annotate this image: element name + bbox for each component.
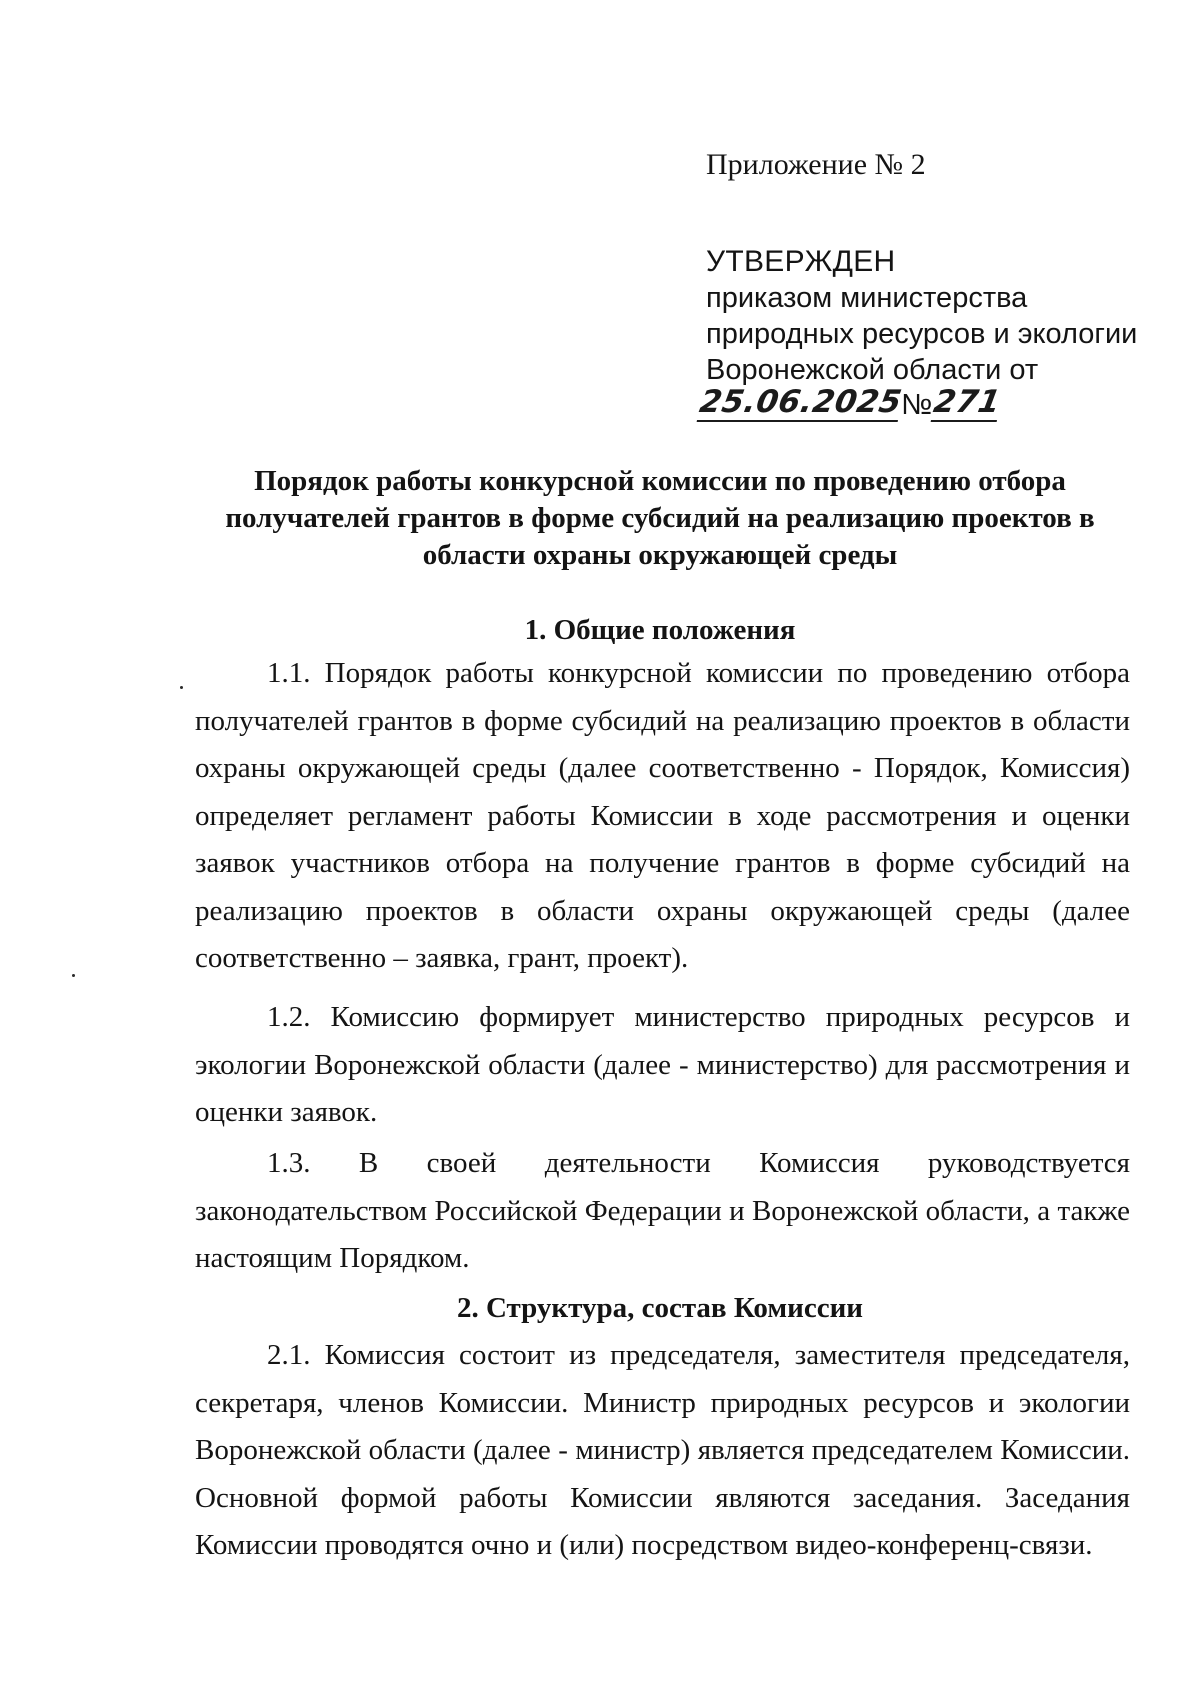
approval-heading: УТВЕРЖДЕН <box>706 245 896 278</box>
handwritten-number: 271 <box>931 384 1004 420</box>
scan-speck <box>72 974 75 977</box>
paragraph-1-3: 1.3. В своей деятельности Комиссия руководствуется законодательством Российской Федерации и Воронежской области, а также настоящим Порядком. <box>195 1147 1130 1274</box>
handwritten-date-number <box>697 382 1004 422</box>
paragraph-2-1: 2.1. Комиссия состоит из председателя, заместителя председателя, секретаря, членов Комиссии. Министр природных ресурсов и экологии Воронежской области (далее - министр) является председателем Комиссии. Основной формой работы Комиссии являются заседания. Заседания Комиссии проводятся очно и (или) посредством видео-конференц-связи. <box>195 1339 1130 1561</box>
number-label: № <box>901 389 933 421</box>
approval-line-2: природных ресурсов и экологии <box>706 318 1138 350</box>
paragraph-1-1: 1.1. Порядок работы конкурсной комиссии по проведению отбора получателей грантов в форме субсидий на реализацию проектов в области охраны окружающей среды (далее соответственно - Порядок, Комиссия) определяет регламент работы Комиссии в ходе рассмотрения и оценки заявок участников отбора на получение грантов в форме субсидий на реализацию проектов в области охраны окружающей среды (далее соответственно – заявка, грант, проект). <box>195 657 1130 974</box>
section-heading-general: 1. Общие положения <box>524 614 796 646</box>
appendix-label: Приложение № 2 <box>706 148 926 181</box>
approval-line-3: Воронежской области от <box>706 354 1039 386</box>
paragraph-1-2: 1.2. Комиссию формирует министерство природных ресурсов и экологии Воронежской области (далее - министерство) для рассмотрения и оценки заявок. <box>195 1001 1130 1128</box>
scan-speck <box>180 686 183 689</box>
handwritten-date: 25.06.2025 <box>697 384 905 420</box>
approval-stamp <box>706 244 1137 388</box>
approval-line-1: приказом министерства <box>706 282 1028 314</box>
section-heading-structure: 2. Структура, состав Комиссии <box>456 1292 863 1324</box>
document-title: Порядок работы конкурсной комиссии по проведению отбора получателей грантов в форме субсидий на реализацию проектов в области охраны окружающей среды <box>225 465 1095 571</box>
